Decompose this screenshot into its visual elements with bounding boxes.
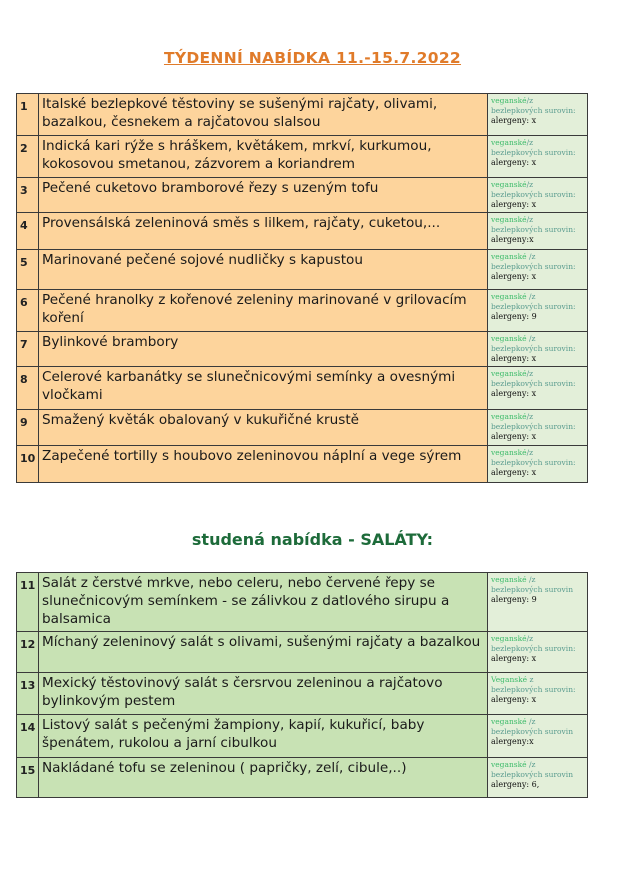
menu-row <box>17 136 588 178</box>
allergens-label: alergeny: x <box>491 272 537 281</box>
dietary-label <box>491 675 585 694</box>
dietary-label <box>491 252 585 271</box>
dietary-info <box>488 290 588 332</box>
dish-name: Italské bezlepkové těstoviny se sušenými rajčaty, olivami, bazalkou, česnekem a rajčatovou slalsou <box>39 94 488 136</box>
item-number: 14 <box>17 715 39 758</box>
vegan-label: veganské <box>491 717 527 726</box>
item-number: 4 <box>17 213 39 250</box>
dietary-label <box>491 96 585 115</box>
vegan-label: veganské <box>491 412 527 421</box>
vegan-label: veganské <box>491 575 527 584</box>
dietary-info <box>488 632 588 673</box>
gluten-free-label: /z bezlepkových surovin: <box>491 96 576 115</box>
gluten-free-label: /z bezlepkových surovin: <box>491 180 576 199</box>
dish-name: Provensálská zeleninová směs s lilkem, rajčaty, cuketou,... <box>39 213 488 250</box>
item-number: 2 <box>17 136 39 178</box>
page-title: TÝDENNÍ NABÍDKA 11.-15.7.2022 <box>163 49 462 67</box>
dietary-info <box>488 446 588 483</box>
item-number: 11 <box>17 573 39 632</box>
dietary-info <box>488 213 588 250</box>
dietary-info <box>488 673 588 715</box>
gluten-free-label: /z bezlepkových surovin <box>491 717 574 736</box>
vegan-label: veganské <box>491 215 527 224</box>
dietary-info <box>488 758 588 798</box>
dietary-info <box>488 94 588 136</box>
dish-name: Marinované pečené sojové nudličky s kapustou <box>39 250 488 290</box>
vegan-label: veganské <box>491 448 527 457</box>
vegan-label: veganské <box>491 334 527 343</box>
dish-name: Míchaný zeleninový salát s olivami, sušenými rajčaty a bazalkou <box>39 632 488 673</box>
menu-row <box>17 94 588 136</box>
item-number: 12 <box>17 632 39 673</box>
dish-name: Nakládané tofu se zeleninou ( papričky, zelí, cibule,..) <box>39 758 488 798</box>
dietary-info <box>488 367 588 410</box>
gluten-free-label: /z bezlepkových surovin <box>491 760 574 779</box>
gluten-free-label: /z bezlepkových surovin: <box>491 215 576 234</box>
allergens-label: alergeny: x <box>491 354 537 363</box>
item-number: 10 <box>17 446 39 483</box>
allergens-label: alergeny: x <box>491 432 537 441</box>
dietary-info <box>488 410 588 446</box>
dietary-info <box>488 178 588 213</box>
cold-menu-title: studená nabídka - SALÁTY: <box>191 530 434 549</box>
dietary-info <box>488 715 588 758</box>
allergens-label: alergeny: 9 <box>491 595 537 604</box>
menu-row <box>17 250 588 290</box>
item-number: 9 <box>17 410 39 446</box>
allergens-label: alergeny: x <box>491 695 537 704</box>
dietary-info <box>488 332 588 367</box>
hot-menu-table <box>16 93 588 483</box>
menu-row <box>17 632 588 673</box>
allergens-label: alergeny: 6, <box>491 780 540 789</box>
item-number: 1 <box>17 94 39 136</box>
allergens-label: alergeny: x <box>491 200 537 209</box>
gluten-free-label: /z bezlepkových surovin: <box>491 369 576 388</box>
menu-row <box>17 410 588 446</box>
dietary-label <box>491 448 585 467</box>
gluten-free-label: /z bezlepkových surovin: <box>491 292 576 311</box>
vegan-label: veganské <box>491 369 527 378</box>
dietary-label <box>491 412 585 431</box>
menu-row <box>17 213 588 250</box>
dish-name: Zapečené tortilly s houbovo zeleninovou náplní a vege sýrem <box>39 446 488 483</box>
menu-row <box>17 715 588 758</box>
dietary-label <box>491 575 585 594</box>
dietary-label <box>491 215 585 234</box>
allergens-label: alergeny: x <box>491 468 537 477</box>
cold-menu-table <box>16 572 588 798</box>
dietary-label <box>491 760 585 779</box>
dish-name: Bylinkové brambory <box>39 332 488 367</box>
dish-name: Listový salát s pečenými žampiony, kapií, kukuřicí, baby špenátem, rukolou a jarní cibulkou <box>39 715 488 758</box>
menu-row <box>17 758 588 798</box>
menu-row <box>17 178 588 213</box>
allergens-label: alergeny: x <box>491 116 537 125</box>
dietary-info <box>488 573 588 632</box>
dish-name: Celerové karbanátky se slunečnicovými semínky a ovesnými vločkami <box>39 367 488 410</box>
dish-name: Pečené cuketovo bramborové řezy s uzeným tofu <box>39 178 488 213</box>
item-number: 5 <box>17 250 39 290</box>
allergens-label: alergeny:x <box>491 235 534 244</box>
dietary-info <box>488 136 588 178</box>
dietary-label <box>491 180 585 199</box>
gluten-free-label: /z bezlepkových surovin <box>491 575 574 594</box>
dish-name: Mexický těstovinový salát s čersrvou zeleninou a rajčatovo bylinkovým pestem <box>39 673 488 715</box>
allergens-label: alergeny: 9 <box>491 312 537 321</box>
menu-row <box>17 332 588 367</box>
item-number: 8 <box>17 367 39 410</box>
dietary-label <box>491 717 585 736</box>
vegan-label: veganské <box>491 252 527 261</box>
gluten-free-label: z bezlepkových surovin: <box>491 675 576 694</box>
gluten-free-label: /z bezlepkových surovin: <box>491 334 576 353</box>
menu-row <box>17 367 588 410</box>
vegan-label: veganské <box>491 180 527 189</box>
menu-row <box>17 573 588 632</box>
gluten-free-label: /z bezlepkových surovin: <box>491 448 576 467</box>
dietary-label <box>491 369 585 388</box>
gluten-free-label: /z bezlepkových surovin: <box>491 634 576 653</box>
item-number: 13 <box>17 673 39 715</box>
item-number: 3 <box>17 178 39 213</box>
item-number: 7 <box>17 332 39 367</box>
item-number: 15 <box>17 758 39 798</box>
dietary-label <box>491 138 585 157</box>
vegan-label: veganské <box>491 292 527 301</box>
dietary-label <box>491 292 585 311</box>
dietary-label <box>491 634 585 653</box>
dietary-label <box>491 334 585 353</box>
gluten-free-label: /z bezlepkových surovin: <box>491 412 576 431</box>
dish-name: Pečené hranolky z kořenové zeleniny marinované v grilovacím koření <box>39 290 488 332</box>
vegan-label: veganské <box>491 96 527 105</box>
dish-name: Salát z čerstvé mrkve, nebo celeru, nebo červené řepy se slunečnicovým semínkem - se zálivkou z datlového sirupu a balsamica <box>39 573 488 632</box>
vegan-label: veganské <box>491 760 527 769</box>
dish-name: Indická kari rýže s hráškem, květákem, mrkví, kurkumou, kokosovou smetanou, zázvorem a koriandrem <box>39 136 488 178</box>
dish-name: Smažený květák obalovaný v kukuřičné krustě <box>39 410 488 446</box>
menu-row <box>17 290 588 332</box>
allergens-label: alergeny: x <box>491 158 537 167</box>
vegan-label: Veganské <box>491 675 528 684</box>
allergens-label: alergeny: x <box>491 654 537 663</box>
gluten-free-label: /z bezlepkových surovin: <box>491 252 576 271</box>
allergens-label: alergeny:x <box>491 737 534 746</box>
gluten-free-label: /z bezlepkových surovin: <box>491 138 576 157</box>
dietary-info <box>488 250 588 290</box>
menu-row <box>17 673 588 715</box>
allergens-label: alergeny: x <box>491 389 537 398</box>
vegan-label: veganské <box>491 634 527 643</box>
menu-row <box>17 446 588 483</box>
vegan-label: veganské <box>491 138 527 147</box>
item-number: 6 <box>17 290 39 332</box>
